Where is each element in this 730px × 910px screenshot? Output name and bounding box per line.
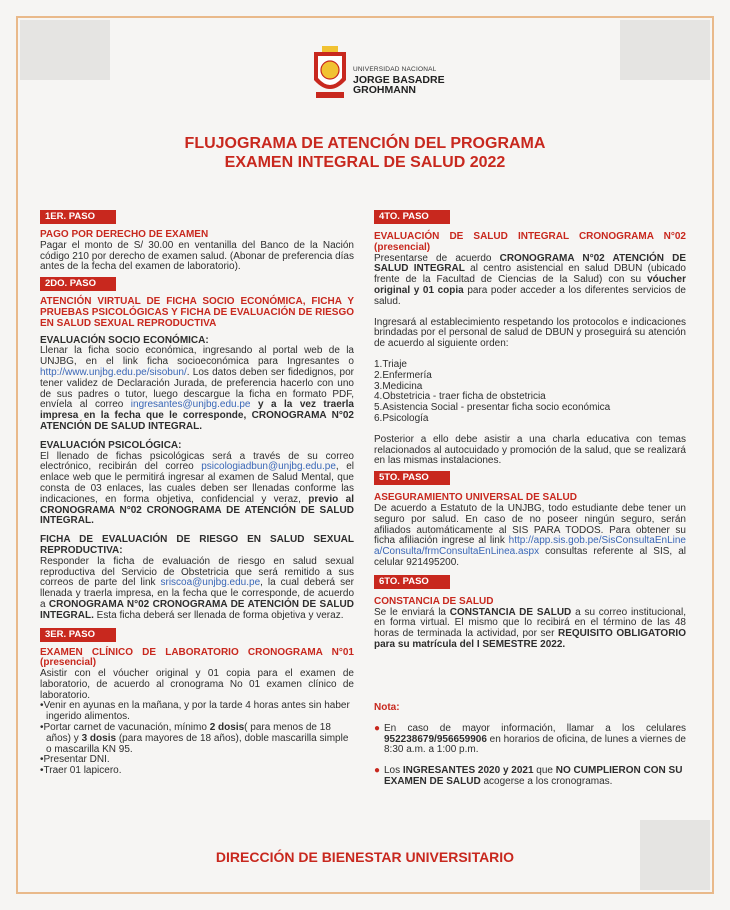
step2-heading: ATENCIÓN VIRTUAL DE FICHA SOCIO ECONÓMICA, FICHA Y PRUEBAS PSICOLÓGICAS Y FICHA DE EVALUACIÓN DE RIESGO EN SALUD SEXUAL REPRODUCTIVA bbox=[40, 296, 354, 329]
step5-badge: 5TO. PASO bbox=[374, 471, 450, 485]
step4-order-list bbox=[374, 360, 686, 425]
list-item: •Venir en ayunas en la mañana, y por la tarde 4 horas antes sin haber ingerido alimentos. bbox=[40, 700, 350, 723]
step6-heading: CONSTANCIA DE SALUD bbox=[374, 595, 494, 607]
step5-text: De acuerdo a Estatuto de la UNJBG, todo estudiante debe tener un seguro por salud. En caso de no poseer ningún seguro, serán afiliados automáticamente al SIS PARA TODOS. Para obtener su ficha afiliación ingrese al link http://app.sis.gob.pe/SisConsultaEnLinea/Consulta/frmConsultaEnLinea.aspx consultas referente al SIS, al celular 921495200. bbox=[374, 502, 686, 568]
sis-consulta-link[interactable]: http://app.sis.gob.pe/SisConsultaEnLinea/Consulta/frmConsultaEnLinea.aspx bbox=[374, 535, 686, 558]
list-item: 5.Asistencia Social - presentar ficha socio económica bbox=[374, 402, 611, 414]
step1-heading: PAGO POR DERECHO DE EXAMEN bbox=[40, 229, 209, 240]
step4-closing-text: Posterior a ello debe asistir a una charla educativa con temas relacionados al autocuidado y promoción de la salud, que se realizará en las mismas instalaciones. bbox=[374, 433, 686, 467]
ingresantes-email-link[interactable]: ingresantes@unjbg.edu.pe bbox=[130, 399, 251, 411]
socio-text: Llenar la ficha socio económica, ingresando al portal web de la UNJBG, en el link ficha socioeconómica para Ingresantes o http://www.unjbg.edu.pe/sisobun/. Los datos deben ser fidedignos, por tener validez de Declaración Jurada, de preferencia hacerlo con uno de sus padres o tutor, luego descargue la ficha en formato PDF, envíela al correo ingresantes@unjbg.edu.pe y a la vez traerla impresa en la fecha que le corresponde, CRONOGRAMA N°02 ATENCIÓN DE SALUD INTEGRAL. bbox=[40, 345, 354, 432]
step3-badge: 3ER. PASO bbox=[40, 628, 116, 642]
note-section bbox=[374, 703, 686, 788]
right-column bbox=[374, 210, 686, 651]
step3-text: Asistir con el vóucher original y 01 copia para el examen de laboratorio, de acuerdo al cronograma No 01 examen clínico de laboratorio. bbox=[40, 668, 354, 701]
list-item: •Presentar DNI. bbox=[40, 754, 110, 766]
psico-title: EVALUACIÓN PSICOLÓGICA: bbox=[40, 439, 182, 451]
step4-text: Presentarse de acuerdo CRONOGRAMA N°02 ATENCIÓN DE SALUD INTEGRAL al centro asistencial en salud DBUN (ubicado frente de la Facultad de Ciencias de la Salud) con su vóucher original y 01 copia para poder acceder a los diferentes servicios de salud. bbox=[374, 252, 686, 307]
title-line1: FLUJOGRAMA DE ATENCIÓN DEL PROGRAMA bbox=[184, 135, 546, 152]
left-column bbox=[40, 210, 354, 777]
step4-order-text: Ingresará al establecimiento respetando los protocolos e indicaciones brindadas por el personal de salud de DBUN y proseguirá su atención de acuerdo al siguiente orden: bbox=[374, 316, 686, 350]
university-line3: GROHMANN bbox=[353, 84, 416, 96]
step4-heading: EVALUACIÓN DE SALUD INTEGRAL CRONOGRAMA N°02 (presencial) bbox=[374, 231, 686, 253]
sisobun-link[interactable]: http://www.unjbg.edu.pe/sisobun/ bbox=[40, 366, 187, 378]
university-seal-logo bbox=[310, 46, 350, 102]
university-line2: JORGE BASADRE bbox=[353, 74, 445, 86]
note-item: ● Los INGRESANTES 2020 y 2021 que NO CUMPLIERON CON SU EXAMEN DE SALUD acogerse a los cronogramas. bbox=[374, 765, 683, 787]
bullet-icon: ● bbox=[374, 765, 381, 777]
note-title: Nota: bbox=[374, 702, 400, 713]
psico-text: El llenado de fichas psicológicas será a través de su correo electrónico, recibirán del correo psicologiadbun@unjbg.edu.pe, el enlace web que le permitirá ingresar al examen de Salud Mental, que consta de 03 enlaces, las cuales deben ser llenadas conforme las indicaciones, en forma objetiva, confidencial y veraz, previo al CRONOGRAMA N°02 CRONOGRAMA DE ATENCIÓN DE SALUD INTEGRAL. bbox=[40, 450, 354, 527]
step1-badge: 1ER. PASO bbox=[40, 210, 116, 224]
university-line1: UNIVERSIDAD NACIONAL bbox=[353, 66, 437, 73]
page-title bbox=[0, 134, 730, 172]
list-item: •Traer 01 lapicero. bbox=[40, 765, 122, 777]
list-item: 2.Enfermería bbox=[374, 369, 432, 381]
step1-text: Pagar el monto de S/ 30.00 en ventanilla del Banco de la Nación código 210 por derecho de examen salud. (Abonar de preferencia días antes de la fecha del examen de laboratorio). bbox=[40, 239, 354, 273]
list-item: 3.Medicina bbox=[374, 380, 423, 392]
list-item: •Portar carnet de vacunación, mínimo 2 dosis( para menos de 18 años) y 3 dosis (para mayores de 18 años), doble mascarilla simple o mascarilla KN 95. bbox=[40, 722, 349, 755]
step4-badge: 4TO. PASO bbox=[374, 210, 450, 224]
step2-badge: 2DO. PASO bbox=[40, 277, 116, 291]
list-item: 4.Obstetricia - traer ficha de obstetricia bbox=[374, 391, 546, 403]
note-item: ● En caso de mayor información, llamar a los celulares 952238679/956659906 en horarios de oficina, de lunes a viernes de 8:30 a.m. a 1:00 p.m. bbox=[374, 722, 686, 756]
step3-heading: EXAMEN CLÍNICO DE LABORATORIO CRONOGRAMA N°01 (presencial) bbox=[40, 646, 354, 669]
step6-text: Se le enviará la CONSTANCIA DE SALUD a su correo institucional, en forma virtual. El mismo que lo recibirá en el término de las 48 horas de terminada la actividad, por ser REQUISITO OBLIGATORIO para su matrícula del I SEMESTRE 2022. bbox=[374, 606, 686, 650]
psicologia-email-link[interactable]: psicologiadbun@unjbg.edu.pe bbox=[201, 461, 336, 473]
bullet-icon: ● bbox=[374, 722, 381, 734]
list-item: 6.Psicología bbox=[374, 412, 429, 424]
riesgo-title: FICHA DE EVALUACIÓN DE RIESGO EN SALUD SEXUAL REPRODUCTIVA: bbox=[40, 534, 354, 556]
step6-badge: 6TO. PASO bbox=[374, 575, 450, 589]
list-item: 1.Triaje bbox=[374, 358, 407, 370]
university-name bbox=[353, 65, 445, 95]
riesgo-text: Responder la ficha de evaluación de riesgo en salud sexual reproductiva del Servicio de Obstetricia que será remitido a sus correos de parte del link sriscoa@unjbg.edu.pe, la cual deberá ser llenada y traerla impresa, en la fecha que le corresponde, de acuerdo a CRONOGRAMA N°02 CRONOGRAMA DE ATENCIÓN DE SALUD INTEGRAL. Esta ficha deberá ser llenada de forma objetiva y veraz. bbox=[40, 555, 354, 621]
footer-title: DIRECCIÓN DE BIENESTAR UNIVERSITARIO bbox=[215, 849, 515, 865]
step3-list bbox=[40, 701, 354, 777]
step5-heading: ASEGURAMIENTO UNIVERSAL DE SALUD bbox=[374, 492, 577, 504]
sriscoa-email-link[interactable]: sriscoa@unjbg.edu.pe bbox=[160, 577, 261, 589]
title-line2: EXAMEN INTEGRAL DE SALUD 2022 bbox=[224, 154, 506, 171]
socio-title: EVALUACIÓN SOCIO ECONÓMICA: bbox=[40, 334, 209, 346]
